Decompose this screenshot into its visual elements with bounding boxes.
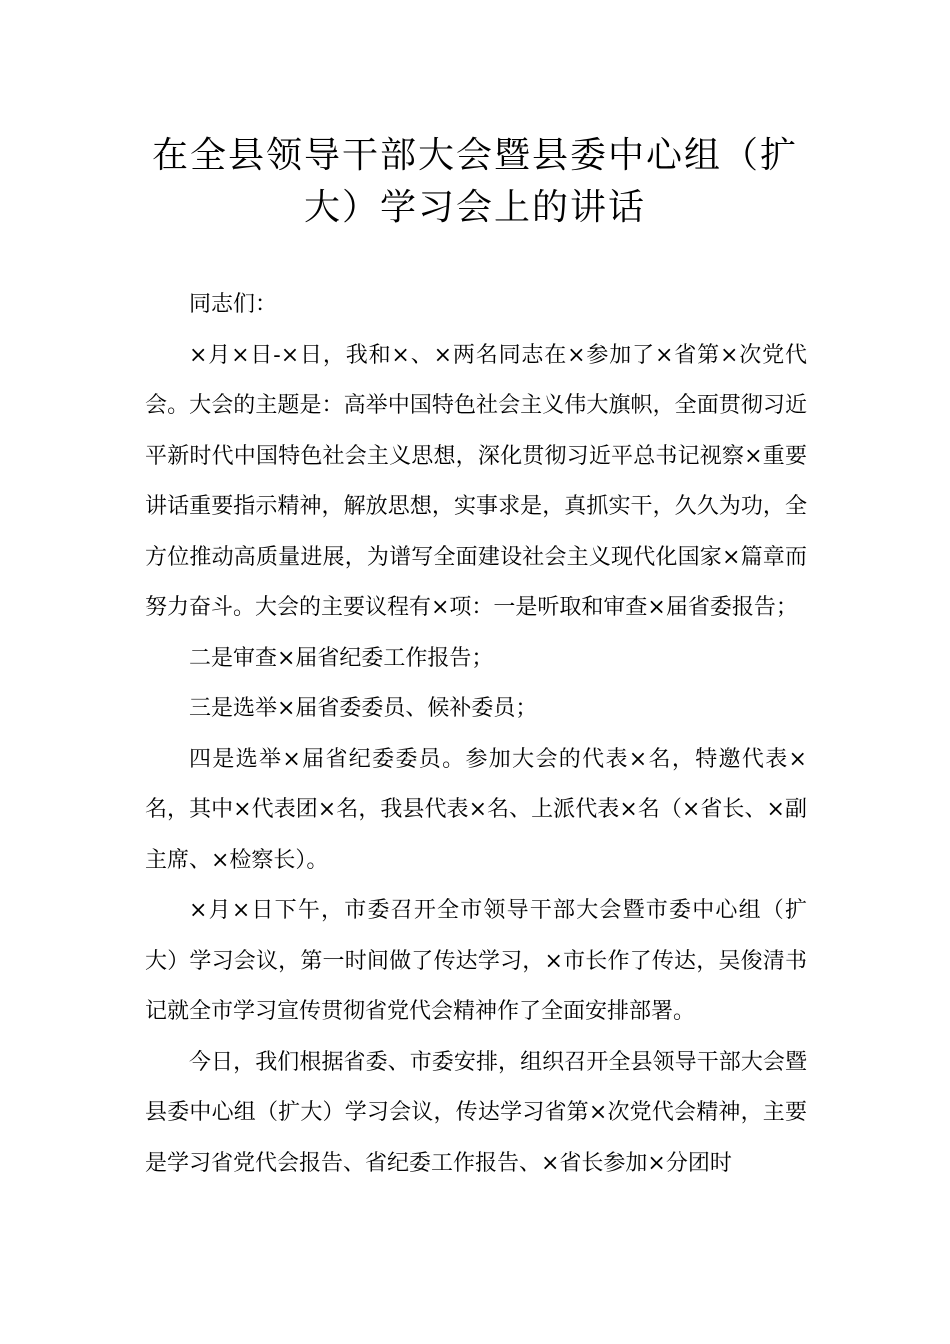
- body-paragraph: 二是审查×届省纪委工作报告；: [189, 645, 494, 671]
- salutation-paragraph: 同志们：: [189, 292, 278, 317]
- page-title: [140, 130, 810, 234]
- title-line-2: 大）学习会上的讲话: [303, 187, 646, 228]
- body-paragraph: 今日，我们根据省委、市委安排，组织召开全县领导干部大会暨县委中心组（扩大）学习会议，传达学习省第×次党代会精神，主要是学习省党代会报告、省纪委工作报告、×省长参加×分团时: [145, 1049, 807, 1176]
- body-paragraph: ×月×日-×日，我和×、×两名同志在×参加了×省第×次党代会。大会的主题是：高举中国特色社会主义伟大旗帜，全面贯彻习近平新时代中国特色社会主义思想，深化贯彻习近平总书记视察×重要讲话重要指示精神，解放思想，实事求是，真抓实干，久久为功，全方位推动高质量进展，为谱写全面建设社会主义现代化国家×篇章而努力奋斗。大会的主要议程有×项：一是听取和审查×届省委报告；: [145, 342, 807, 620]
- body-paragraph: 三是选举×届省委委员、候补委员；: [189, 696, 538, 721]
- title-line-1: 在全县领导干部大会暨县委中心组（扩: [151, 135, 798, 176]
- body-paragraph: ×月×日下午，市委召开全市领导干部大会暨市委中心组（扩大）学习会议，第一时间做了传达学习，×市长作了传达，吴俊清书记就全市学习宣传贯彻省党代会精神作了全面安排部署。: [145, 898, 807, 1024]
- document-body: [145, 280, 807, 1189]
- body-paragraph: 四是选举×届省纪委委员。参加大会的代表×名，特邀代表×名，其中×代表团×名，我县代表×名、上派代表×名（×省长、×副主席、×检察长）。: [145, 746, 807, 873]
